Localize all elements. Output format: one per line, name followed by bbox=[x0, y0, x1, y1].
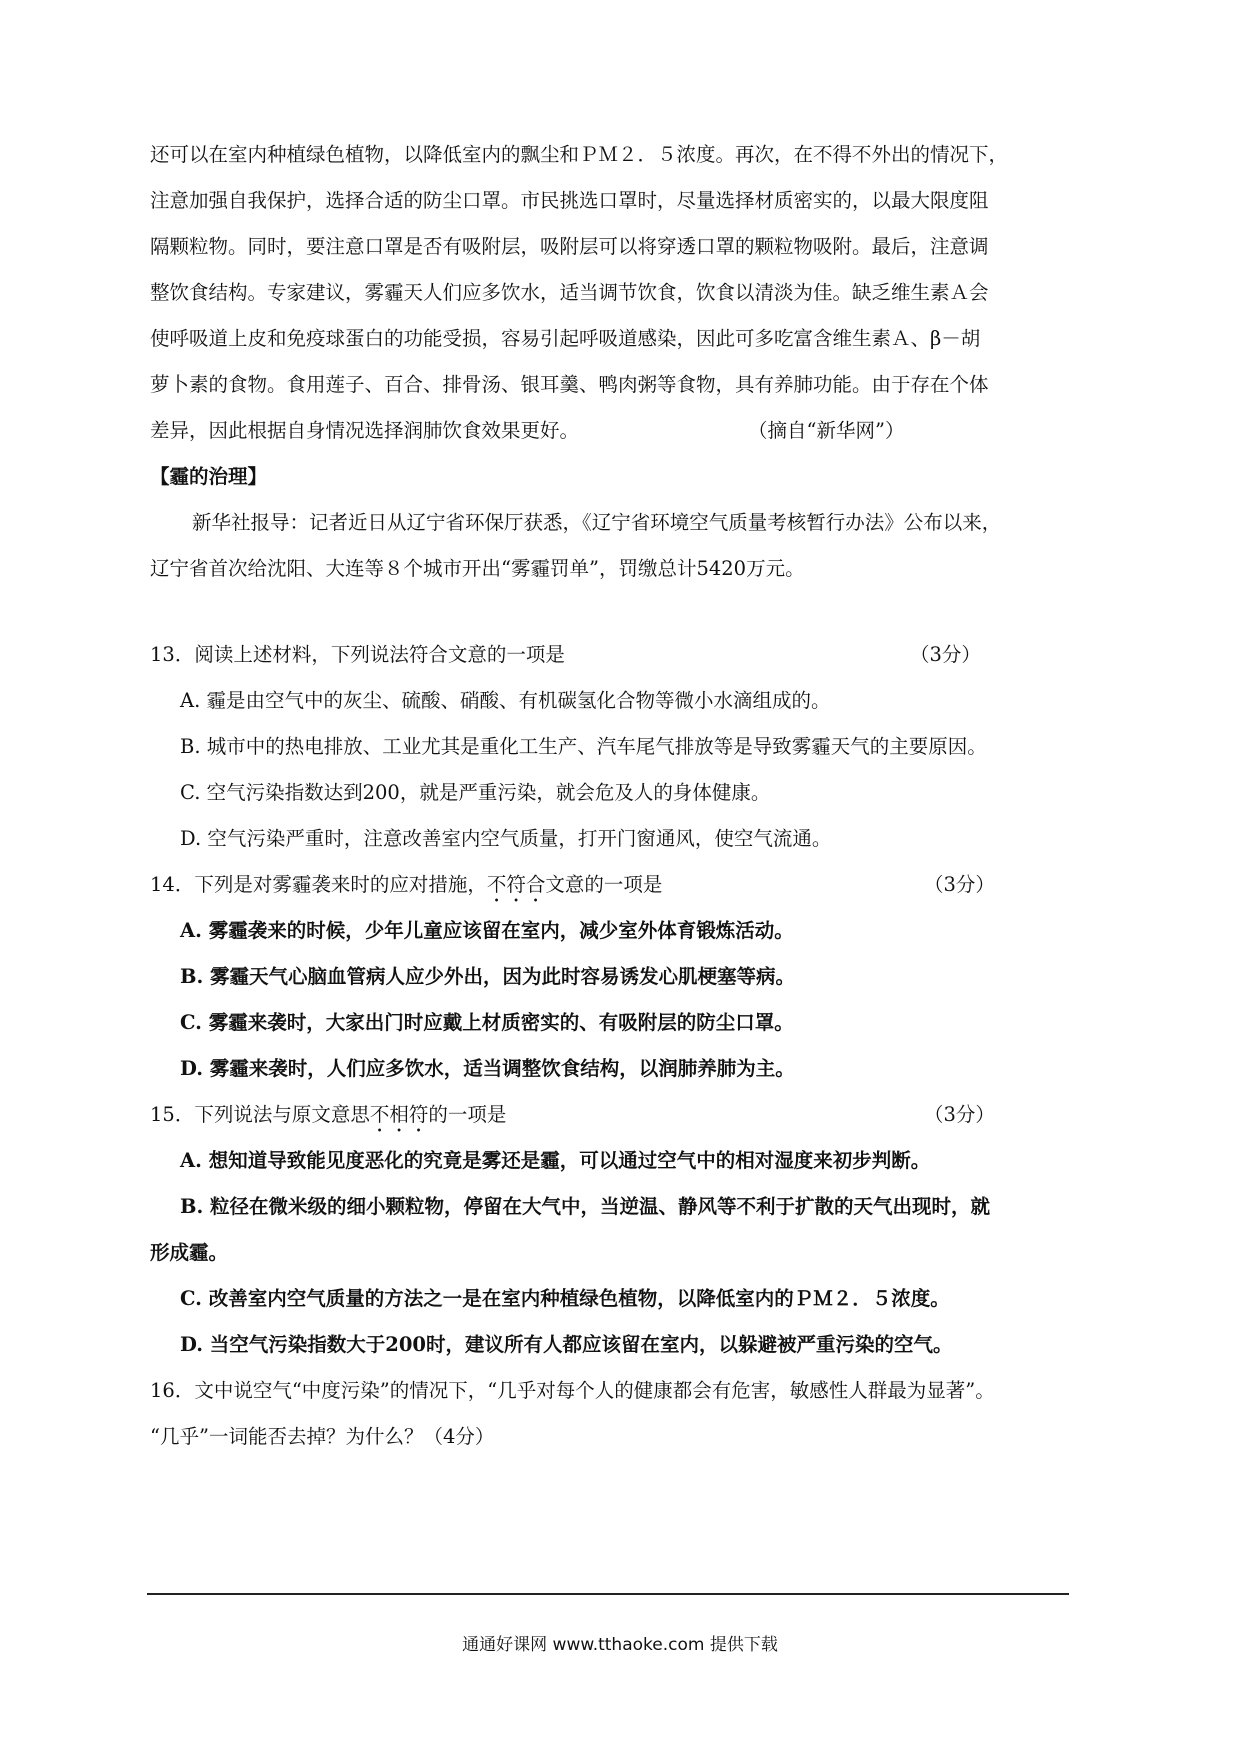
question-13-option-d: D. 空气污染严重时，注意改善室内空气质量，打开门窗通风，使空气流通。 bbox=[180, 827, 832, 850]
stem-text: 文意的一项是 bbox=[545, 873, 663, 896]
paragraph-line: 使呼吸道上皮和免疫球蛋白的功能受损，容易引起呼吸道感染，因此可多吃富含维生素Ａ、β－胡 bbox=[150, 327, 981, 350]
stem-text: 14．下列是对雾霾袭来时的应对措施， bbox=[150, 873, 487, 896]
question-15-option-b-cont: 形成霾。 bbox=[150, 1241, 229, 1264]
question-13-option-c: C. 空气污染指数达到200，就是严重污染，就会危及人的身体健康。 bbox=[180, 781, 771, 804]
question-16-line-2: “几乎”一词能否去掉？为什么？（4分） bbox=[150, 1425, 495, 1448]
paragraph-line: 辽宁省首次给沈阳、大连等８个城市开出“雾霾罚单”，罚缴总计5420万元。 bbox=[150, 557, 805, 580]
section-heading: 【霾的治理】 bbox=[150, 465, 268, 488]
question-14-option-a: A. 雾霾袭来的时候，少年儿童应该留在室内，减少室外体育锻炼活动。 bbox=[180, 919, 794, 942]
footer-watermark: 通通好课网 www.tthaoke.com 提供下载 bbox=[462, 1635, 778, 1655]
question-13-stem: 13．阅读上述材料，下列说法符合文意的一项是 bbox=[150, 643, 565, 666]
question-13-option-a: A. 霾是由空气中的灰尘、硫酸、硝酸、有机碳氢化合物等微小水滴组成的。 bbox=[180, 689, 831, 712]
question-15-score: （3分） bbox=[924, 1103, 995, 1126]
paragraph-line: 隔颗粒物。同时，要注意口罩是否有吸附层，吸附层可以将穿透口罩的颗粒物吸附。最后，注意调 bbox=[150, 235, 989, 258]
question-13-score: （3分） bbox=[910, 643, 981, 666]
question-14-option-c: C. 雾霾来袭时，大家出门时应戴上材质密实的、有吸附层的防尘口罩。 bbox=[180, 1011, 794, 1034]
emphasized-text: 不符合 bbox=[486, 873, 546, 896]
question-15-option-b: B. 粒径在微米级的细小颗粒物，停留在大气中，当逆温、静风等不利于扩散的天气出现时，就 bbox=[180, 1195, 991, 1218]
emphasized-text: 不相符 bbox=[369, 1103, 429, 1126]
stem-text: 15．下列说法与原文意思 bbox=[150, 1103, 370, 1126]
answer-line bbox=[147, 1593, 1069, 1595]
question-14-option-d: D. 雾霾来袭时，人们应多饮水，适当调整饮食结构，以润肺养肺为主。 bbox=[180, 1057, 795, 1080]
paragraph-line: 还可以在室内种植绿色植物，以降低室内的飘尘和ＰＭ２．５浓度。再次，在不得不外出的情况下， bbox=[150, 143, 1009, 166]
question-15-option-d: D. 当空气污染指数大于200时，建议所有人都应该留在室内，以躲避被严重污染的空气。 bbox=[180, 1333, 953, 1356]
question-14-score: （3分） bbox=[924, 873, 995, 896]
stem-text: 的一项是 bbox=[428, 1103, 507, 1126]
question-16-line-1: 16．文中说空气“中度污染”的情况下，“几乎对每个人的健康都会有危害，敏感性人群最为显著”。 bbox=[150, 1379, 995, 1402]
question-15-option-c: C. 改善室内空气质量的方法之一是在室内种植绿色植物，以降低室内的ＰＭ２．５浓度。 bbox=[180, 1287, 950, 1310]
paragraph-line: 整饮食结构。专家建议，雾霾天人们应多饮水，适当调节饮食，饮食以清淡为佳。缺乏维生素Ａ会 bbox=[150, 281, 989, 304]
paragraph-line: 注意加强自我保护，选择合适的防尘口罩。市民挑选口罩时，尽量选择材质密实的，以最大限度阻 bbox=[150, 189, 989, 212]
source-citation: （摘自“新华网”） bbox=[748, 419, 905, 442]
paragraph-line: 差异，因此根据自身情况选择润肺饮食效果更好。 bbox=[150, 419, 580, 442]
question-13-option-b: B. 城市中的热电排放、工业尤其是重化工生产、汽车尾气排放等是导致雾霾天气的主要原因。 bbox=[180, 735, 987, 758]
paragraph-line: 萝卜素的食物。食用莲子、百合、排骨汤、银耳羹、鸭肉粥等食物，具有养肺功能。由于存在个体 bbox=[150, 373, 989, 396]
question-15-option-a: A. 想知道导致能见度恶化的究竟是雾还是霾，可以通过空气中的相对湿度来初步判断。 bbox=[180, 1149, 931, 1172]
question-14-option-b: B. 雾霾天气心脑血管病人应少外出，因为此时容易诱发心肌梗塞等病。 bbox=[180, 965, 796, 988]
paragraph-line: 新华社报导：记者近日从辽宁省环保厅获悉，《辽宁省环境空气质量考核暂行办法》公布以来， bbox=[192, 511, 1002, 534]
